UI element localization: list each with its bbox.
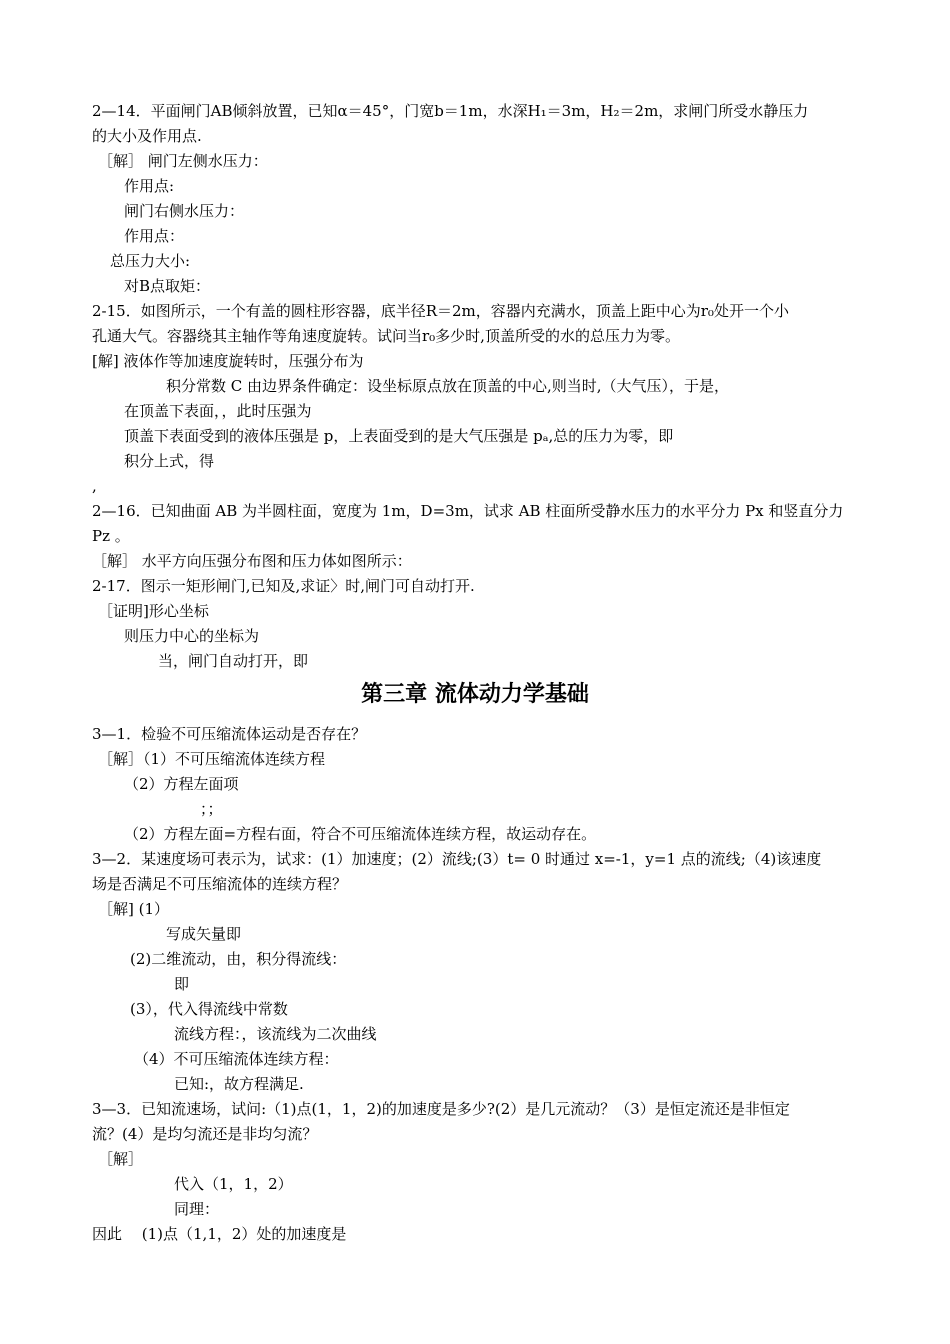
solution-line: 则压力中心的坐标为	[124, 627, 260, 645]
problem-2-16-line-1: 2—16．已知曲面 AB 为半圆柱面，宽度为 1m，D=3m，试求 AB 柱面所受静水压力的水平分力 Px 和竖直分力	[92, 502, 844, 520]
solution-line: 即	[174, 975, 190, 993]
solution-label: ［解] (1）	[98, 900, 170, 918]
solution-line: 顶盖下表面受到的液体压强是 p，上表面受到的是大气压强是 pₐ,总的压力为零，即	[124, 427, 674, 445]
problem-2-14-line-1: 2—14．平面闸门AB倾斜放置，已知α＝45°，门宽b＝1m，水深H₁＝3m，H₂＝2m，求闸门所受水静压力	[92, 102, 809, 120]
solution-line: 在顶盖下表面，，此时压强为	[124, 402, 312, 420]
solution-line: （2）方程左面=方程右面，符合不可压缩流体连续方程，故运动存在。	[124, 825, 597, 843]
solution-line: （2）方程左面项	[124, 775, 239, 793]
problem-2-15-line-1: 2-15．如图所示，一个有盖的圆柱形容器，底半径R＝2m，容器内充满水，顶盖上距中心为r₀处开一个小	[92, 302, 789, 320]
solution-line: 对B点取矩：	[124, 277, 211, 295]
solution-line: 因此 (1)点（1,1，2）处的加速度是	[92, 1225, 347, 1243]
solution-line: 当，闸门自动打开，即	[158, 652, 309, 670]
solution-line: （4）不可压缩流体连续方程：	[134, 1050, 339, 1068]
problem-3-3-line-2: 流？(4）是均匀流还是非均匀流？	[92, 1125, 318, 1143]
problem-2-14-line-2: 的大小及作用点.	[92, 127, 202, 145]
solution-line: 流线方程：，该流线为二次曲线	[174, 1025, 377, 1043]
solution-line: 作用点:	[124, 177, 175, 195]
solution-line: 积分常数 C 由边界条件确定：设坐标原点放在顶盖的中心,则当时,（大气压），于是，	[166, 377, 730, 395]
solution-line: 写成矢量即	[166, 925, 242, 943]
solution-line: 总压力大小:	[110, 252, 191, 270]
problem-3-2-line-1: 3—2．某速度场可表示为，试求：(1）加速度；(2）流线;(3）t= 0 时通过 x=-1，y=1 点的流线;（4)该速度	[92, 850, 822, 868]
solution-line: (3），代入得流线中常数	[130, 1000, 288, 1018]
solution-line: 闸门右侧水压力：	[124, 202, 245, 220]
solution-line: 作用点：	[124, 227, 185, 245]
solution-line: 已知:，故方程满足.	[174, 1075, 304, 1093]
solution-label: [解] 液体作等加速度旋转时，压强分布为	[92, 352, 364, 370]
proof-label: ［证明]形心坐标	[98, 602, 209, 620]
solution-label: ［解］ 水平方向压强分布图和压力体如图所示：	[92, 552, 412, 570]
solution-label: ［解］（1）不可压缩流体连续方程	[98, 750, 326, 768]
chapter-title: 第三章 流体动力学基础	[361, 682, 589, 707]
problem-3-2-line-2: 场是否满足不可压缩流体的连续方程？	[92, 875, 348, 893]
solution-line: ,	[92, 477, 97, 495]
solution-label: ［解］ 闸门左侧水压力：	[98, 152, 268, 170]
problem-2-17-line-1: 2-17．图示一矩形闸门,已知及,求证〉时,闸门可自动打开.	[92, 577, 475, 595]
problem-3-1-line-1: 3—1．检验不可压缩流体运动是否存在？	[92, 725, 367, 743]
solution-line: 同理：	[174, 1200, 220, 1218]
problem-3-3-line-1: 3—3．已知流速场，试问:（1)点(1，1，2)的加速度是多少?(2）是几元流动？（3）是恒定流还是非恒定	[92, 1100, 790, 1118]
solution-line: (2)二维流动，由，积分得流线：	[130, 950, 347, 968]
problem-2-15-line-2: 孔通大气。容器绕其主轴作等角速度旋转。试问当r₀多少时,顶盖所受的水的总压力为零。	[92, 327, 680, 345]
problem-2-16-line-2: Pz 。	[92, 527, 130, 545]
solution-label: ［解］	[98, 1150, 144, 1168]
solution-line: ；；	[200, 800, 223, 818]
solution-line: 代入（1，1，2）	[174, 1175, 293, 1193]
solution-line: 积分上式，得	[124, 452, 215, 470]
